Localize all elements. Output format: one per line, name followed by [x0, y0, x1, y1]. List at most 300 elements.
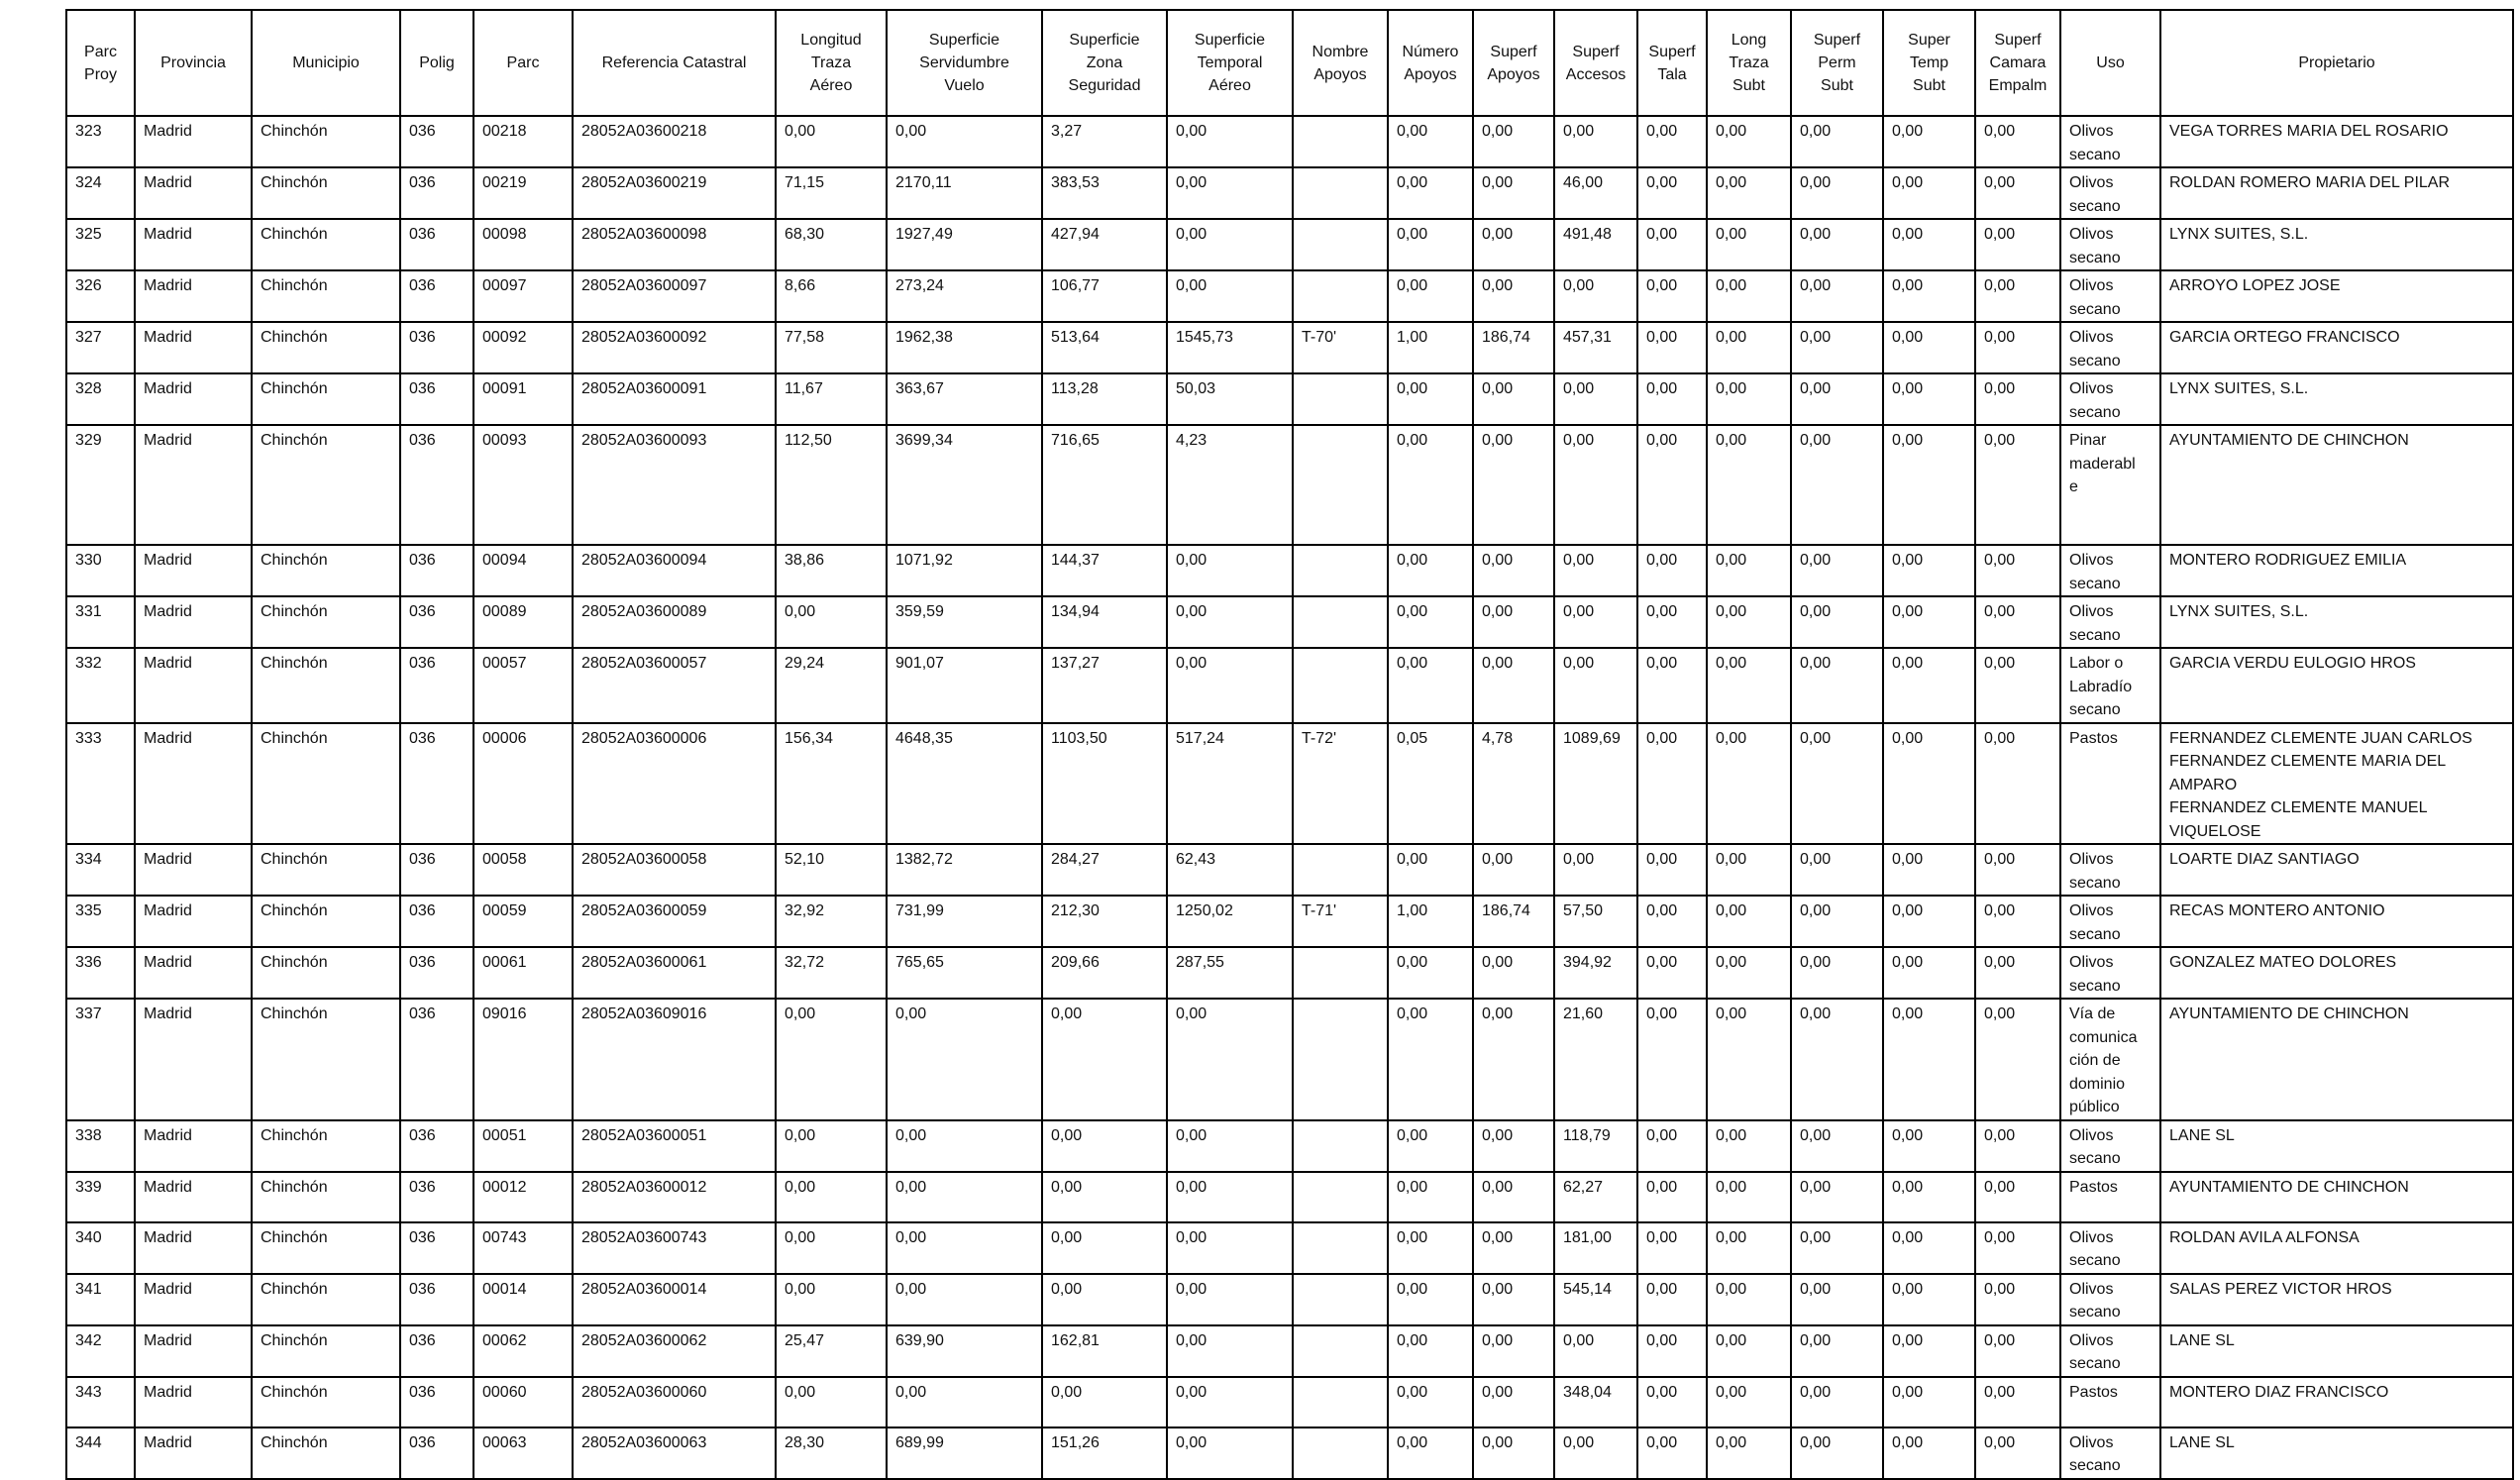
- cell-superf-perm-subt: 0,00: [1791, 167, 1883, 219]
- table-row: [66, 999, 2513, 1120]
- cell-superficie-servidumbre-vuelo: 0,00: [887, 1120, 1042, 1172]
- cell-superf-apoyos: 0,00: [1473, 999, 1554, 1120]
- cell-superf-camara-empalm: 0,00: [1975, 896, 2060, 947]
- cell-parc-proy: 339: [66, 1172, 135, 1222]
- cell-superficie-servidumbre-vuelo: 765,65: [887, 947, 1042, 999]
- cell-parc-proy: 341: [66, 1274, 135, 1325]
- cell-super-temp-subt: 0,00: [1883, 1427, 1975, 1479]
- cell-superf-apoyos: 4,78: [1473, 723, 1554, 845]
- cell-propietario: AYUNTAMIENTO DE CHINCHON: [2160, 999, 2513, 1120]
- cell-nombre-apoyos: [1293, 116, 1388, 167]
- cell-superf-camara-empalm: 0,00: [1975, 545, 2060, 596]
- cell-super-temp-subt: 0,00: [1883, 270, 1975, 322]
- col-header-label: Provincia: [160, 54, 226, 71]
- cell-parc: 00051: [473, 1120, 573, 1172]
- cell-polig: 036: [400, 373, 473, 425]
- cell-long-traza-subt: 0,00: [1707, 947, 1791, 999]
- cell-parc: 00057: [473, 648, 573, 723]
- cell-uso: Olivos secano: [2060, 896, 2160, 947]
- cell-long-traza-subt: 0,00: [1707, 844, 1791, 896]
- cell-superficie-temporal-aereo: 0,00: [1167, 167, 1293, 219]
- table-row: [66, 1274, 2513, 1325]
- cell-long-traza-subt: 0,00: [1707, 1377, 1791, 1427]
- cell-super-temp-subt: 0,00: [1883, 219, 1975, 270]
- cell-nombre-apoyos: [1293, 947, 1388, 999]
- cell-parc-proy: 334: [66, 844, 135, 896]
- cell-superficie-zona-seguridad: 144,37: [1042, 545, 1167, 596]
- cell-numero-apoyos: 0,00: [1388, 425, 1473, 545]
- cell-superficie-servidumbre-vuelo: 2170,11: [887, 167, 1042, 219]
- cell-uso: Olivos secano: [2060, 844, 2160, 896]
- cell-polig: 036: [400, 322, 473, 373]
- cell-municipio: Chinchón: [252, 947, 400, 999]
- cell-provincia: Madrid: [135, 844, 252, 896]
- cell-propietario: VEGA TORRES MARIA DEL ROSARIO: [2160, 116, 2513, 167]
- cell-superf-accesos: 118,79: [1554, 1120, 1637, 1172]
- cell-long-traza-subt: 0,00: [1707, 999, 1791, 1120]
- cell-superf-perm-subt: 0,00: [1791, 1274, 1883, 1325]
- table-row: [66, 322, 2513, 373]
- cell-municipio: Chinchón: [252, 1120, 400, 1172]
- cell-uso: Pastos: [2060, 1172, 2160, 1222]
- cell-uso: Pastos: [2060, 1377, 2160, 1427]
- cell-superf-accesos: 0,00: [1554, 596, 1637, 648]
- cell-superf-camara-empalm: 0,00: [1975, 116, 2060, 167]
- cell-provincia: Madrid: [135, 947, 252, 999]
- cell-numero-apoyos: 0,00: [1388, 1325, 1473, 1377]
- cell-longitud-traza-aereo: 52,10: [776, 844, 887, 896]
- cell-parc-proy: 327: [66, 322, 135, 373]
- cell-propietario: ROLDAN AVILA ALFONSA: [2160, 1222, 2513, 1274]
- cell-long-traza-subt: 0,00: [1707, 116, 1791, 167]
- cell-superf-apoyos: 0,00: [1473, 1120, 1554, 1172]
- cell-parc: 00006: [473, 723, 573, 845]
- cell-longitud-traza-aereo: 68,30: [776, 219, 887, 270]
- col-header-referencia-catastral: [573, 10, 776, 116]
- table-row: [66, 1325, 2513, 1377]
- cell-referencia-catastral: 28052A03600091: [573, 373, 776, 425]
- cell-propietario: SALAS PEREZ VICTOR HROS: [2160, 1274, 2513, 1325]
- cell-superf-accesos: 0,00: [1554, 425, 1637, 545]
- cell-superficie-temporal-aereo: 62,43: [1167, 844, 1293, 896]
- cell-provincia: Madrid: [135, 648, 252, 723]
- cell-superficie-servidumbre-vuelo: 4648,35: [887, 723, 1042, 845]
- cell-referencia-catastral: 28052A03600051: [573, 1120, 776, 1172]
- cell-super-temp-subt: 0,00: [1883, 545, 1975, 596]
- table-row: [66, 545, 2513, 596]
- cell-superficie-servidumbre-vuelo: 1382,72: [887, 844, 1042, 896]
- cell-parc-proy: 325: [66, 219, 135, 270]
- cell-referencia-catastral: 28052A03600014: [573, 1274, 776, 1325]
- cell-superficie-temporal-aereo: 0,00: [1167, 116, 1293, 167]
- cell-superf-perm-subt: 0,00: [1791, 723, 1883, 845]
- col-header-superf-camara-empalm: [1975, 10, 2060, 116]
- cell-parc-proy: 340: [66, 1222, 135, 1274]
- cell-superf-tala: 0,00: [1637, 947, 1707, 999]
- cell-superf-camara-empalm: 0,00: [1975, 1222, 2060, 1274]
- cell-superf-apoyos: 0,00: [1473, 1325, 1554, 1377]
- cell-superficie-temporal-aereo: 1250,02: [1167, 896, 1293, 947]
- cell-referencia-catastral: 28052A03600093: [573, 425, 776, 545]
- cell-long-traza-subt: 0,00: [1707, 545, 1791, 596]
- cell-numero-apoyos: 0,00: [1388, 1172, 1473, 1222]
- cell-superf-apoyos: 186,74: [1473, 896, 1554, 947]
- cell-nombre-apoyos: [1293, 545, 1388, 596]
- cell-polig: 036: [400, 116, 473, 167]
- cell-super-temp-subt: 0,00: [1883, 1325, 1975, 1377]
- cell-superf-accesos: 57,50: [1554, 896, 1637, 947]
- cell-superf-apoyos: 0,00: [1473, 844, 1554, 896]
- cell-parc: 09016: [473, 999, 573, 1120]
- table-row: [66, 1172, 2513, 1222]
- cell-superf-camara-empalm: 0,00: [1975, 1274, 2060, 1325]
- cell-superf-tala: 0,00: [1637, 116, 1707, 167]
- cell-uso: Vía de comunica ción de dominio público: [2060, 999, 2160, 1120]
- cell-parc-proy: 335: [66, 896, 135, 947]
- col-header-label: Uso: [2096, 54, 2125, 71]
- cell-superf-camara-empalm: 0,00: [1975, 167, 2060, 219]
- cell-super-temp-subt: 0,00: [1883, 648, 1975, 723]
- cell-numero-apoyos: 0,00: [1388, 1120, 1473, 1172]
- cell-polig: 036: [400, 1325, 473, 1377]
- cell-municipio: Chinchón: [252, 270, 400, 322]
- cell-provincia: Madrid: [135, 596, 252, 648]
- cell-superf-perm-subt: 0,00: [1791, 999, 1883, 1120]
- col-header-propietario: [2160, 10, 2513, 116]
- cell-long-traza-subt: 0,00: [1707, 1274, 1791, 1325]
- cell-super-temp-subt: 0,00: [1883, 723, 1975, 845]
- cell-superficie-servidumbre-vuelo: 639,90: [887, 1325, 1042, 1377]
- cell-referencia-catastral: 28052A03600098: [573, 219, 776, 270]
- cell-uso: Pinar maderabl e: [2060, 425, 2160, 545]
- col-header-polig: [400, 10, 473, 116]
- cell-superf-perm-subt: 0,00: [1791, 270, 1883, 322]
- col-header-label: Superficie Zona Seguridad: [1068, 32, 1141, 94]
- cell-uso: Olivos secano: [2060, 1222, 2160, 1274]
- cell-superf-camara-empalm: 0,00: [1975, 596, 2060, 648]
- cell-superficie-temporal-aereo: 287,55: [1167, 947, 1293, 999]
- cell-numero-apoyos: 0,00: [1388, 1427, 1473, 1479]
- cell-longitud-traza-aereo: 0,00: [776, 596, 887, 648]
- cell-numero-apoyos: 0,00: [1388, 270, 1473, 322]
- cell-superficie-zona-seguridad: 284,27: [1042, 844, 1167, 896]
- cell-parc: 00061: [473, 947, 573, 999]
- cell-superficie-servidumbre-vuelo: 363,67: [887, 373, 1042, 425]
- cell-superf-perm-subt: 0,00: [1791, 545, 1883, 596]
- cell-super-temp-subt: 0,00: [1883, 896, 1975, 947]
- col-header-label: Superf Tala: [1648, 43, 1696, 83]
- cell-parc-proy: 332: [66, 648, 135, 723]
- table-body: [66, 116, 2513, 1479]
- cell-superf-tala: 0,00: [1637, 1120, 1707, 1172]
- cell-provincia: Madrid: [135, 896, 252, 947]
- cell-municipio: Chinchón: [252, 723, 400, 845]
- cell-superficie-servidumbre-vuelo: 0,00: [887, 1377, 1042, 1427]
- cell-polig: 036: [400, 844, 473, 896]
- cell-superficie-temporal-aereo: 50,03: [1167, 373, 1293, 425]
- cell-super-temp-subt: 0,00: [1883, 373, 1975, 425]
- cell-municipio: Chinchón: [252, 1427, 400, 1479]
- cell-referencia-catastral: 28052A03600097: [573, 270, 776, 322]
- cell-nombre-apoyos: [1293, 167, 1388, 219]
- cell-parc-proy: 328: [66, 373, 135, 425]
- cell-provincia: Madrid: [135, 1222, 252, 1274]
- table-row: [66, 167, 2513, 219]
- cell-superf-tala: 0,00: [1637, 1377, 1707, 1427]
- cell-super-temp-subt: 0,00: [1883, 1222, 1975, 1274]
- cell-superf-perm-subt: 0,00: [1791, 322, 1883, 373]
- table-row: [66, 1427, 2513, 1479]
- col-header-super-temp-subt: [1883, 10, 1975, 116]
- cell-superficie-servidumbre-vuelo: 689,99: [887, 1427, 1042, 1479]
- cell-superf-camara-empalm: 0,00: [1975, 373, 2060, 425]
- cell-long-traza-subt: 0,00: [1707, 322, 1791, 373]
- cell-superficie-servidumbre-vuelo: 3699,34: [887, 425, 1042, 545]
- cell-referencia-catastral: 28052A03600006: [573, 723, 776, 845]
- cell-long-traza-subt: 0,00: [1707, 167, 1791, 219]
- cell-longitud-traza-aereo: 0,00: [776, 1377, 887, 1427]
- cell-parc: 00062: [473, 1325, 573, 1377]
- cell-superf-camara-empalm: 0,00: [1975, 947, 2060, 999]
- cell-superficie-temporal-aereo: 0,00: [1167, 596, 1293, 648]
- cell-superf-accesos: 46,00: [1554, 167, 1637, 219]
- cell-superficie-zona-seguridad: 0,00: [1042, 1274, 1167, 1325]
- cell-superficie-servidumbre-vuelo: 359,59: [887, 596, 1042, 648]
- cell-polig: 036: [400, 545, 473, 596]
- cell-superf-tala: 0,00: [1637, 648, 1707, 723]
- cell-parc: 00098: [473, 219, 573, 270]
- cell-superficie-temporal-aereo: 0,00: [1167, 545, 1293, 596]
- cell-referencia-catastral: 28052A03609016: [573, 999, 776, 1120]
- col-header-label: Nombre Apoyos: [1312, 43, 1369, 83]
- cell-superficie-zona-seguridad: 427,94: [1042, 219, 1167, 270]
- cell-propietario: LOARTE DIAZ SANTIAGO: [2160, 844, 2513, 896]
- cell-superf-apoyos: 0,00: [1473, 116, 1554, 167]
- table-row: [66, 896, 2513, 947]
- cell-long-traza-subt: 0,00: [1707, 1325, 1791, 1377]
- cell-longitud-traza-aereo: 0,00: [776, 1172, 887, 1222]
- cell-long-traza-subt: 0,00: [1707, 896, 1791, 947]
- cell-referencia-catastral: 28052A03600058: [573, 844, 776, 896]
- cell-long-traza-subt: 0,00: [1707, 596, 1791, 648]
- cell-superf-accesos: 0,00: [1554, 1325, 1637, 1377]
- cell-polig: 036: [400, 723, 473, 845]
- cell-provincia: Madrid: [135, 723, 252, 845]
- cell-superficie-zona-seguridad: 383,53: [1042, 167, 1167, 219]
- col-header-label: Superf Perm Subt: [1813, 32, 1861, 94]
- col-header-label: Número Apoyos: [1402, 43, 1459, 83]
- cell-municipio: Chinchón: [252, 1172, 400, 1222]
- cell-numero-apoyos: 0,00: [1388, 167, 1473, 219]
- cell-long-traza-subt: 0,00: [1707, 723, 1791, 845]
- cell-numero-apoyos: 0,00: [1388, 116, 1473, 167]
- cell-municipio: Chinchón: [252, 596, 400, 648]
- cell-super-temp-subt: 0,00: [1883, 116, 1975, 167]
- cell-uso: Olivos secano: [2060, 167, 2160, 219]
- cell-parc: 00058: [473, 844, 573, 896]
- cell-nombre-apoyos: [1293, 425, 1388, 545]
- cell-provincia: Madrid: [135, 322, 252, 373]
- table-row: [66, 219, 2513, 270]
- cell-superf-perm-subt: 0,00: [1791, 1325, 1883, 1377]
- cell-superf-apoyos: 0,00: [1473, 1427, 1554, 1479]
- catastro-table: [65, 9, 2514, 1480]
- cell-superf-accesos: 545,14: [1554, 1274, 1637, 1325]
- cell-superf-perm-subt: 0,00: [1791, 896, 1883, 947]
- cell-parc-proy: 326: [66, 270, 135, 322]
- cell-superficie-zona-seguridad: 212,30: [1042, 896, 1167, 947]
- cell-uso: Olivos secano: [2060, 270, 2160, 322]
- cell-superficie-servidumbre-vuelo: 0,00: [887, 999, 1042, 1120]
- cell-superf-camara-empalm: 0,00: [1975, 425, 2060, 545]
- cell-referencia-catastral: 28052A03600012: [573, 1172, 776, 1222]
- cell-polig: 036: [400, 1172, 473, 1222]
- cell-polig: 036: [400, 947, 473, 999]
- cell-numero-apoyos: 0,00: [1388, 1274, 1473, 1325]
- cell-superf-perm-subt: 0,00: [1791, 1222, 1883, 1274]
- cell-long-traza-subt: 0,00: [1707, 219, 1791, 270]
- cell-superf-camara-empalm: 0,00: [1975, 999, 2060, 1120]
- cell-propietario: GARCIA VERDU EULOGIO HROS: [2160, 648, 2513, 723]
- cell-propietario: AYUNTAMIENTO DE CHINCHON: [2160, 425, 2513, 545]
- cell-superf-accesos: 21,60: [1554, 999, 1637, 1120]
- table-row: [66, 844, 2513, 896]
- cell-provincia: Madrid: [135, 1274, 252, 1325]
- cell-nombre-apoyos: [1293, 373, 1388, 425]
- cell-referencia-catastral: 28052A03600062: [573, 1325, 776, 1377]
- cell-parc: 00089: [473, 596, 573, 648]
- col-header-label: Referencia Catastral: [601, 54, 747, 71]
- cell-superficie-temporal-aereo: 0,00: [1167, 1172, 1293, 1222]
- cell-superficie-zona-seguridad: 0,00: [1042, 1172, 1167, 1222]
- cell-numero-apoyos: 0,00: [1388, 596, 1473, 648]
- cell-referencia-catastral: 28052A03600059: [573, 896, 776, 947]
- cell-parc: 00097: [473, 270, 573, 322]
- cell-municipio: Chinchón: [252, 373, 400, 425]
- cell-long-traza-subt: 0,00: [1707, 270, 1791, 322]
- cell-polig: 036: [400, 1377, 473, 1427]
- cell-superf-camara-empalm: 0,00: [1975, 844, 2060, 896]
- cell-superf-perm-subt: 0,00: [1791, 425, 1883, 545]
- cell-nombre-apoyos: [1293, 1274, 1388, 1325]
- cell-long-traza-subt: 0,00: [1707, 425, 1791, 545]
- cell-superficie-zona-seguridad: 0,00: [1042, 1377, 1167, 1427]
- cell-longitud-traza-aereo: 71,15: [776, 167, 887, 219]
- cell-superficie-servidumbre-vuelo: 901,07: [887, 648, 1042, 723]
- col-header-numero-apoyos: [1388, 10, 1473, 116]
- cell-superf-apoyos: 0,00: [1473, 219, 1554, 270]
- cell-parc: 00093: [473, 425, 573, 545]
- cell-superficie-zona-seguridad: 162,81: [1042, 1325, 1167, 1377]
- cell-nombre-apoyos: [1293, 270, 1388, 322]
- cell-parc: 00059: [473, 896, 573, 947]
- col-header-label: Parc: [506, 54, 540, 71]
- col-header-label: Superf Apoyos: [1487, 43, 1540, 83]
- cell-numero-apoyos: 0,00: [1388, 844, 1473, 896]
- cell-provincia: Madrid: [135, 1120, 252, 1172]
- cell-superficie-temporal-aereo: 0,00: [1167, 1325, 1293, 1377]
- cell-superf-apoyos: 0,00: [1473, 270, 1554, 322]
- cell-superf-tala: 0,00: [1637, 270, 1707, 322]
- col-header-superf-accesos: [1554, 10, 1637, 116]
- cell-provincia: Madrid: [135, 373, 252, 425]
- cell-longitud-traza-aereo: 156,34: [776, 723, 887, 845]
- cell-superf-apoyos: 0,00: [1473, 1172, 1554, 1222]
- cell-propietario: MONTERO RODRIGUEZ EMILIA: [2160, 545, 2513, 596]
- cell-nombre-apoyos: [1293, 596, 1388, 648]
- cell-superficie-zona-seguridad: 0,00: [1042, 999, 1167, 1120]
- cell-longitud-traza-aereo: 29,24: [776, 648, 887, 723]
- cell-numero-apoyos: 0,00: [1388, 545, 1473, 596]
- cell-propietario: LYNX SUITES, S.L.: [2160, 596, 2513, 648]
- cell-nombre-apoyos: [1293, 999, 1388, 1120]
- cell-superficie-servidumbre-vuelo: 0,00: [887, 1274, 1042, 1325]
- cell-polig: 036: [400, 270, 473, 322]
- cell-propietario: ARROYO LOPEZ JOSE: [2160, 270, 2513, 322]
- cell-super-temp-subt: 0,00: [1883, 844, 1975, 896]
- cell-provincia: Madrid: [135, 999, 252, 1120]
- cell-superf-perm-subt: 0,00: [1791, 116, 1883, 167]
- cell-superficie-temporal-aereo: 0,00: [1167, 270, 1293, 322]
- col-header-label: Superficie Temporal Aéreo: [1194, 32, 1266, 94]
- cell-parc: 00012: [473, 1172, 573, 1222]
- cell-superficie-servidumbre-vuelo: 0,00: [887, 116, 1042, 167]
- cell-superficie-temporal-aereo: 517,24: [1167, 723, 1293, 845]
- cell-superf-camara-empalm: 0,00: [1975, 219, 2060, 270]
- table-row: [66, 1222, 2513, 1274]
- cell-parc: 00060: [473, 1377, 573, 1427]
- cell-super-temp-subt: 0,00: [1883, 947, 1975, 999]
- cell-propietario: LYNX SUITES, S.L.: [2160, 219, 2513, 270]
- col-header-municipio: [252, 10, 400, 116]
- cell-superf-tala: 0,00: [1637, 545, 1707, 596]
- cell-superf-tala: 0,00: [1637, 596, 1707, 648]
- cell-superf-tala: 0,00: [1637, 373, 1707, 425]
- col-header-label: Propietario: [2298, 54, 2375, 71]
- cell-propietario: LANE SL: [2160, 1427, 2513, 1479]
- col-header-uso: [2060, 10, 2160, 116]
- cell-polig: 036: [400, 167, 473, 219]
- cell-superf-accesos: 62,27: [1554, 1172, 1637, 1222]
- cell-propietario: AYUNTAMIENTO DE CHINCHON: [2160, 1172, 2513, 1222]
- cell-superf-tala: 0,00: [1637, 322, 1707, 373]
- cell-super-temp-subt: 0,00: [1883, 999, 1975, 1120]
- cell-provincia: Madrid: [135, 167, 252, 219]
- cell-superficie-servidumbre-vuelo: 1962,38: [887, 322, 1042, 373]
- cell-long-traza-subt: 0,00: [1707, 648, 1791, 723]
- cell-numero-apoyos: 0,00: [1388, 1377, 1473, 1427]
- cell-municipio: Chinchón: [252, 1222, 400, 1274]
- cell-superf-apoyos: 0,00: [1473, 373, 1554, 425]
- table-row: [66, 116, 2513, 167]
- cell-superf-tala: 0,00: [1637, 844, 1707, 896]
- cell-longitud-traza-aereo: 112,50: [776, 425, 887, 545]
- cell-nombre-apoyos: [1293, 1377, 1388, 1427]
- cell-longitud-traza-aereo: 32,92: [776, 896, 887, 947]
- cell-provincia: Madrid: [135, 1427, 252, 1479]
- cell-superf-tala: 0,00: [1637, 425, 1707, 545]
- cell-municipio: Chinchón: [252, 322, 400, 373]
- cell-super-temp-subt: 0,00: [1883, 1274, 1975, 1325]
- col-header-provincia: [135, 10, 252, 116]
- cell-superf-perm-subt: 0,00: [1791, 1120, 1883, 1172]
- cell-superf-apoyos: 186,74: [1473, 322, 1554, 373]
- cell-uso: Olivos secano: [2060, 1325, 2160, 1377]
- cell-superf-accesos: 0,00: [1554, 270, 1637, 322]
- cell-provincia: Madrid: [135, 270, 252, 322]
- cell-super-temp-subt: 0,00: [1883, 425, 1975, 545]
- cell-propietario: MONTERO DIAZ FRANCISCO: [2160, 1377, 2513, 1427]
